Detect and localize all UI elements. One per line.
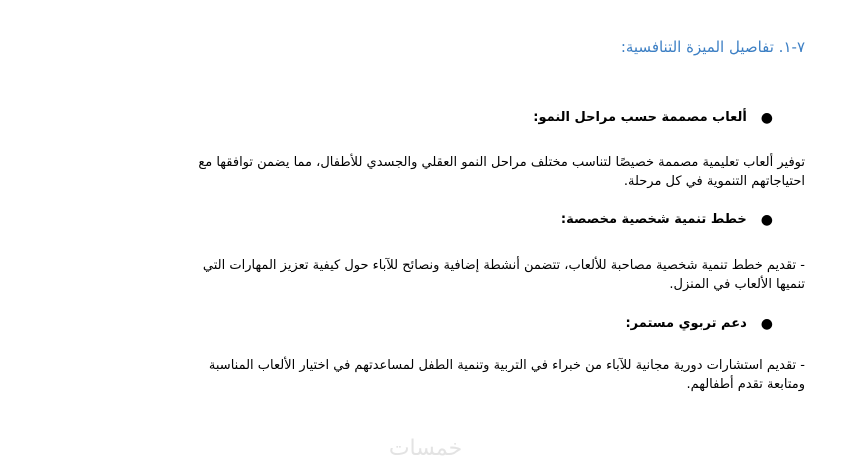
- bullet-icon: ●: [760, 315, 773, 332]
- section-heading: ٧-١. تفاصيل الميزة التنافسية:: [620, 38, 805, 56]
- bullet-title: خطط تنمية شخصية مخصصة:: [560, 212, 747, 227]
- bullet-item-educational-support: [625, 316, 773, 331]
- paragraph-line: احتياجاتهم التنموية في كل مرحلة.: [623, 174, 805, 189]
- bullet-icon: ●: [760, 109, 773, 126]
- watermark-logo: خمسات: [388, 436, 463, 461]
- paragraph-personal-plans: [35, 256, 805, 294]
- bullet-title: دعم تربوي مستمر:: [625, 316, 747, 331]
- paragraph-line: توفير ألعاب تعليمية مصممة خصيصًا لتناسب مختلف مراحل النمو العقلي والجسدي للأطفال، مما يضمن توافقها مع: [198, 155, 805, 170]
- bullet-item-personal-plans: [561, 212, 773, 227]
- bullet-title: ألعاب مصممة حسب مراحل النمو:: [533, 110, 747, 125]
- paragraph-educational-support: [35, 356, 805, 394]
- paragraph-line: ومتابعة تقدم أطفالهم.: [686, 377, 805, 392]
- paragraph-growth-stages: [35, 153, 805, 191]
- paragraph-line: تنميها الألعاب في المنزل.: [669, 277, 805, 292]
- paragraph-line: - تقديم خطط تنمية شخصية مصاحبة للألعاب، تتضمن أنشطة إضافية ونصائح للآباء حول كيفية تعزيز المهارات التي: [202, 258, 805, 273]
- bullet-item-growth-stages: [533, 110, 773, 125]
- bullet-icon: ●: [760, 211, 773, 228]
- paragraph-line: - تقديم استشارات دورية مجانية للآباء من خبراء في التربية وتنمية الطفل لمساعدتهم في اختيار الألعاب المناسبة: [208, 358, 805, 373]
